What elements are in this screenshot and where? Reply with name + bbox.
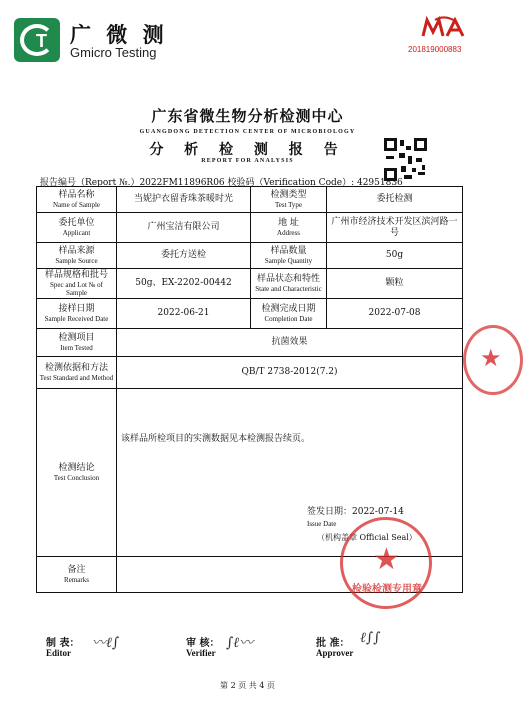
table-row — [37, 269, 463, 299]
table-row — [37, 299, 463, 329]
table-row — [37, 213, 463, 243]
table-row — [37, 357, 463, 389]
label-sample-quantity: 样品数量 Sample Quantity — [251, 243, 327, 269]
editor-label-en: Editor — [46, 648, 72, 658]
value-sample-quantity: 50g — [327, 243, 463, 269]
label-address: 地 址 Address — [251, 213, 327, 243]
approver-signature: ℓ∫∫ — [360, 630, 381, 646]
value-test-type: 委托检测 — [327, 187, 463, 213]
verifier-label: 审 核： — [186, 638, 220, 649]
verifier-label-en: Verifier — [186, 648, 216, 658]
editor-label: 制 表： — [46, 638, 80, 649]
issue-date-en: Issue Date — [307, 520, 337, 528]
brand-name-cn: 广 微 测 — [70, 23, 168, 47]
center-title-cn: 广东省微生物分析检测中心 — [151, 107, 344, 125]
value-completion-date: 2022-07-08 — [327, 299, 463, 329]
page-number: 第 2 页 共 4 页 — [220, 681, 275, 690]
approver-label-en: Approver — [316, 648, 354, 658]
table-row — [37, 243, 463, 269]
stamp-text: 检验检测专用章 — [352, 584, 422, 595]
report-title-cn: 分 析 检 测 报 告 — [149, 142, 346, 158]
approver-label: 批 准： — [316, 638, 350, 649]
star-icon: ★ — [480, 344, 502, 372]
label-item-tested: 检测项目 Item Tested — [37, 329, 117, 357]
label-sample-source: 样品来源 Sample Source — [37, 243, 117, 269]
label-test-conclusion: 检测结论 Test Conclusion — [37, 389, 117, 557]
official-seal-stamp — [340, 517, 432, 609]
value-sample-source: 委托方送检 — [117, 243, 251, 269]
report-title-en: REPORT FOR ANALYSIS — [201, 158, 294, 164]
label-applicant: 委托单位 Applicant — [37, 213, 117, 243]
label-remarks: 备注 Remarks — [37, 557, 117, 593]
side-seal-stamp — [463, 325, 523, 395]
company-logo — [14, 18, 60, 62]
value-sample-name: 当妮护衣留香珠茶暖时光 — [117, 187, 251, 213]
logo-t-shape: T — [36, 31, 47, 51]
conclusion-text: 该样品所检项目的实测数据见本检测报告续页。 — [121, 434, 311, 444]
star-icon: ★ — [373, 542, 400, 577]
center-title-en: GUANGDONG DETECTION CENTER OF MICROBIOLOGY — [139, 129, 356, 135]
value-state: 颗粒 — [327, 269, 463, 299]
label-state: 样品状态和特性 State and Characteristic — [251, 269, 327, 299]
cma-number: 201819000883 — [408, 45, 462, 54]
value-applicant: 广州宝洁有限公司 — [117, 213, 251, 243]
table-row — [37, 329, 463, 357]
verifier-signature: ∫ℓ〰 — [226, 635, 254, 651]
editor-signature: 〰ℓ∫ — [92, 635, 120, 651]
brand-name-en: Gmicro Testing — [70, 45, 157, 60]
value-item-tested: 抗菌效果 — [117, 329, 463, 357]
official-seal-note: （机构盖章 Official Seal） — [317, 533, 417, 542]
value-address: 广州市经济技术开发区滨河路一号 — [327, 213, 463, 243]
value-spec-lot: 50g、EX-2202-00442 — [117, 269, 251, 299]
label-sample-name: 样品名称 Name of Sample — [37, 187, 117, 213]
cma-logo-icon — [421, 16, 469, 40]
label-test-standard: 检测依据和方法 Test Standard and Method — [37, 357, 117, 389]
label-received-date: 接样日期 Sample Received Date — [37, 299, 117, 329]
table-row — [37, 187, 463, 213]
report-number-line: 报告编号（Report №.）2022FM11896R06 校验码（Verification Code）: 42951836 — [40, 178, 403, 188]
label-test-type: 检测类型 Test Type — [251, 187, 327, 213]
label-completion-date: 检测完成日期 Completion Date — [251, 299, 327, 329]
value-test-standard: QB/T 2738-2012(7.2) — [117, 357, 463, 389]
issue-date: 签发日期：2022-07-14 — [307, 507, 404, 517]
value-received-date: 2022-06-21 — [117, 299, 251, 329]
label-spec-lot: 样品规格和批号 Spec and Lot № of Sample — [37, 269, 117, 299]
